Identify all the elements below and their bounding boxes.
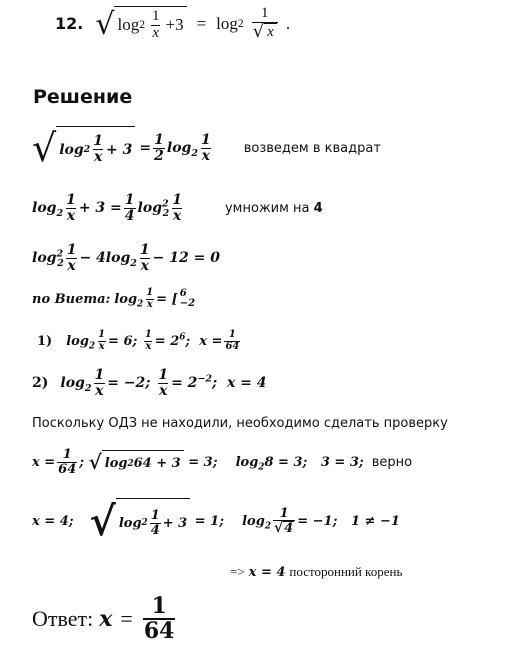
- problem-rhs-den: √ x: [252, 22, 278, 42]
- problem-line: 12. √ log 2 $\frac{1}{x}$ +3 = log 2 1 √ x .: [55, 5, 291, 42]
- answer-fraction: [143, 595, 176, 643]
- problem-lhs-radical: √ log 2 $\frac{1}{x}$ +3: [95, 6, 186, 42]
- conclusion-arrow: =>: [230, 564, 245, 579]
- problem-rhs-den-var: x: [264, 23, 277, 42]
- solution-heading: Решение: [33, 86, 133, 108]
- step-4-vieta: по Виета: $\log_2$ $\frac{1}{x}$ = [ 6 −2: [32, 287, 196, 310]
- case-2-label: 2): [32, 375, 49, 392]
- conclusion: => x = 4 посторонний корень: [230, 564, 403, 580]
- step-1: √ log 2 $\frac{1}{x}$ + 3 = $\frac{1}{2}$ $\log_2$ $\frac{1}{x}$ возведем в квадрат: [32, 126, 381, 170]
- problem-lhs-log: log: [117, 15, 140, 35]
- problem-lhs-fraction: [151, 9, 161, 42]
- problem-end: .: [285, 13, 291, 33]
- answer-eq: =: [120, 606, 133, 632]
- problem-lhs-num: 1: [151, 8, 160, 25]
- problem-lhs-plus: +3: [165, 15, 184, 35]
- problem-number: 12.: [55, 14, 84, 34]
- answer-var: x: [99, 606, 113, 633]
- step-2: $\log_2$ $\frac{1}{x}$ + 3 = $\frac{1}{4}$ $\log^2_2$ $\frac{1}{x}$ умножим на 4: [32, 192, 323, 224]
- case-2: 2) $\log_2$ $\frac{1}{x}$ = −2; $\frac{1}{x}$ = $2^{-2}$; x = 4: [32, 367, 267, 399]
- problem-rhs-log: log: [216, 13, 238, 33]
- problem-lhs-den: x: [152, 24, 160, 41]
- check-2: x = 4; √ log 2 $\frac{1}{4}$ + 3 = 1; $\log_2$ 1 √ 4 = −1; 1 ≠ −1: [32, 498, 400, 545]
- step-1-radical: √ log 2 $\frac{1}{x}$ + 3: [32, 126, 135, 170]
- answer-label: Ответ:: [32, 606, 94, 632]
- answer-num: 1: [151, 593, 167, 619]
- step-2-note-num: 4: [313, 200, 323, 216]
- check-1-verdict: верно: [371, 454, 413, 470]
- problem-rhs-fraction: [252, 6, 278, 42]
- step-2-note: [225, 201, 323, 216]
- problem-rhs-num: 1: [261, 5, 269, 21]
- vieta-label: по Виета:: [32, 291, 111, 307]
- step-1-note: возведем в квадрат: [243, 140, 381, 156]
- vieta-root-1: 6: [179, 287, 187, 299]
- case-1: 1) $\log_2$ $\frac{1}{x}$ = 6; $\frac{1}{x}$ = $2^6$; x = $\frac{1}{64}$: [37, 329, 240, 352]
- case-1-label: 1): [37, 333, 53, 349]
- conclusion-text: посторонний корень: [289, 564, 403, 579]
- vieta-root-2: −2: [179, 298, 196, 309]
- answer: [32, 595, 177, 643]
- answer-den: 64: [143, 618, 175, 645]
- check-1: x = $\frac{1}{64}$ ; √ log 2 64 + 3 = 3; $\log_28 = 3$; 3 = 3; верно: [32, 447, 413, 477]
- step-2-note-text: умножим на: [224, 200, 310, 216]
- step-3: $\log^2_2$ $\frac{1}{x}$ − $4\log_2$ $\frac{1}{x}$ − 12 = 0: [32, 242, 220, 274]
- odz-text: Поскольку ОДЗ не находили, необходимо сделать проверку: [32, 416, 448, 431]
- vieta-roots: [180, 289, 195, 310]
- problem-eq: =: [196, 13, 207, 33]
